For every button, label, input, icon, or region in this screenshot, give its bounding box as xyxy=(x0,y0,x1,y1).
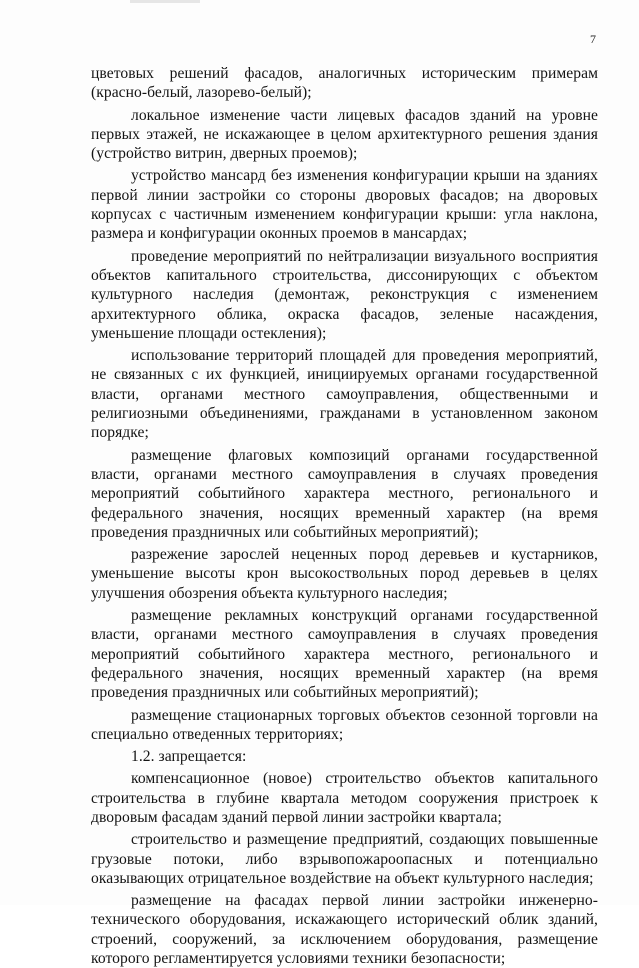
paragraph: размещение на фасадах первой линии застройки инженерно-технического оборудования, искажающего исторический облик зданий, строений, сооружений, за исключением оборудования, размещение которого регламентируется условиями техники безопасности; xyxy=(91,892,598,968)
paragraph: локальное изменение части лицевых фасадов зданий на уровне первых этажей, не искажающее в целом архитектурного решения здания (устройство витрин, дверных проемов); xyxy=(91,106,598,163)
page-number: 7 xyxy=(590,32,596,46)
paragraph: разрежение зарослей неценных пород деревьев и кустарников, уменьшение высоты крон высокоствольных пород деревьев в целях улучшения обозрения объекта культурного наследия; xyxy=(91,546,598,602)
paragraph: размещение стационарных торговых объектов сезонной торговли на специально отведенных территориях; xyxy=(91,706,598,743)
paragraph: размещение рекламных конструкций органами государственной власти, органами местного самоуправления в случаях проведения мероприятий событийного характера местного, регионального и федерального значения, носящих временный характер (на время проведения праздничных или событийных мероприятий); xyxy=(91,607,598,702)
paragraph: размещение флаговых композиций органами государственной власти, органами местного самоуправления в случаях проведения мероприятий событийного характера местного, регионального и федерального значения, носящих временный характер (на время проведения праздничных или событийных мероприятий); xyxy=(91,446,598,541)
section-heading: 1.2. запрещается: xyxy=(131,748,247,766)
paragraph: цветовых решений фасадов, аналогичных историческим примерам (красно-белый, лазорево-белый); xyxy=(91,65,598,102)
paragraph: устройство мансард без изменения конфигурации крыши на зданиях первой линии застройки со стороны дворовых фасадов; на дворовых корпусах с частичным изменением конфигурации крыши: угла наклона, размера и конфигурации оконных проемов в мансардах; xyxy=(91,167,598,243)
paragraph: проведение мероприятий по нейтрализации визуального восприятия объектов капитального строительства, диссонирующих с объектом культурного наследия (демонтаж, реконструкция с изменением архитектурного облика, окраска фасадов, зеленые насаждения, уменьшение площади остекления); xyxy=(91,247,598,342)
paragraph: компенсационное (новое) строительство объектов капитального строительства в глубине квартала методом сооружения пристроек к дворовым фасадам зданий первой линии застройки квартала; xyxy=(91,770,598,826)
scan-artifact xyxy=(130,0,200,3)
document-body xyxy=(91,64,598,968)
paragraph: строительство и размещение предприятий, создающих повышенные грузовые потоки, либо взрывопожароопасных и потенциально оказывающих отрицательное воздействие на объект культурного наследия; xyxy=(91,831,598,887)
paragraph: использование территорий площадей для проведения мероприятий, не связанных с их функцией, инициируемых органами государственной власти, органами местного самоуправления, общественными и религиозными объединениями, гражданами в установленном законом порядке; xyxy=(91,347,598,442)
